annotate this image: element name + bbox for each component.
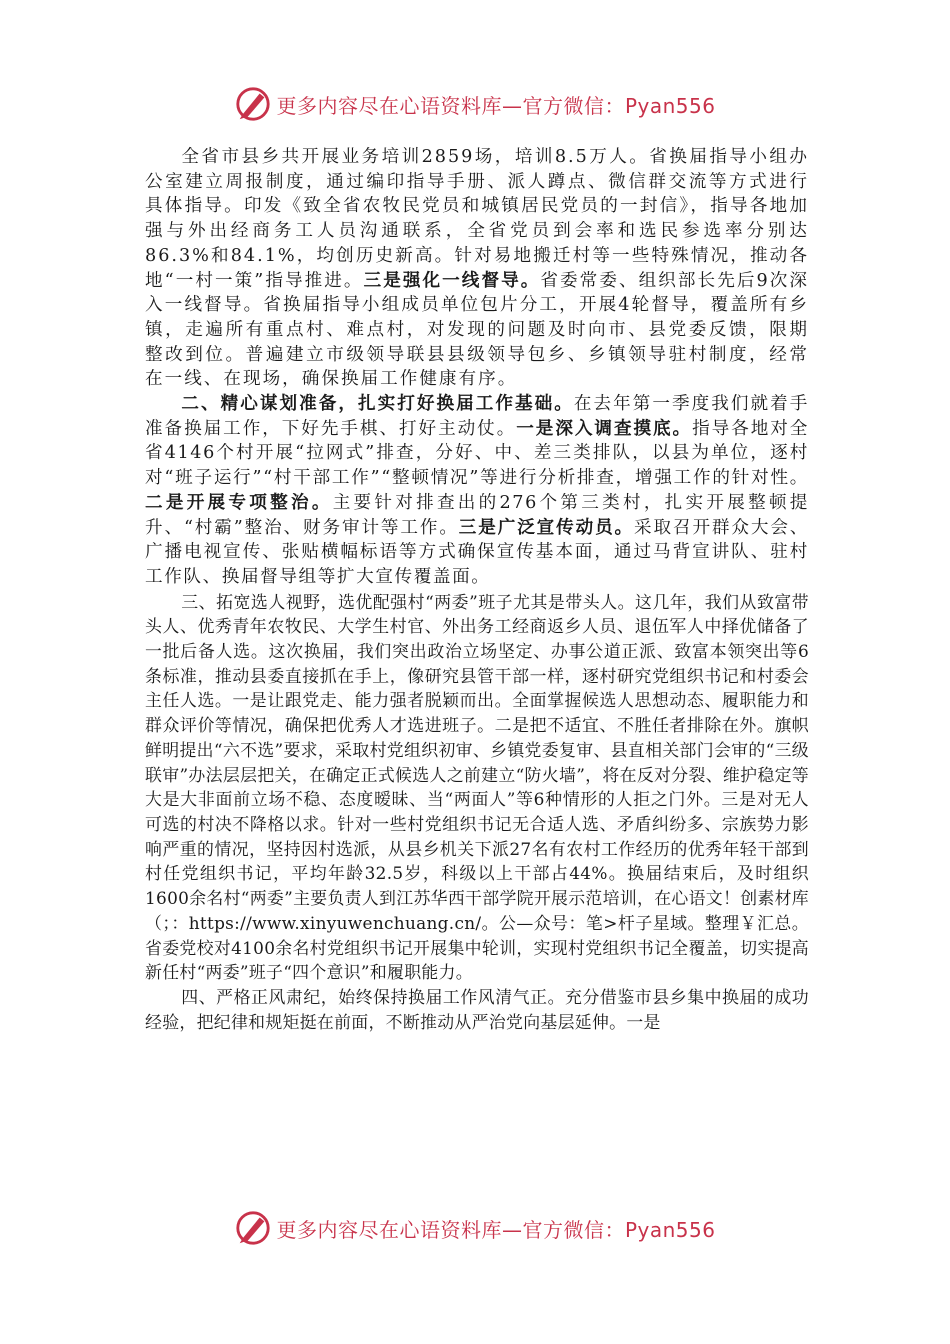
paragraph-3: 三、拓宽选人视野，选优配强村“两委”班子尤其是带头人。这几年，我们从致富带头人、优秀青年农牧民、大学生村官、外出务工经商返乡人员、退伍军人中择优储备了一批后备人选。这次换届，我们突出政治立场坚定、办事公道正派、致富本领突出等6条标准，推动县委直接抓在手上，像研究县管干部一样，逐村研究党组织书记和村委会主任人选。一是让跟党走、能力强者脱颖而出。全面掌握候选人思想动态、履职能力和群众评价等情况，确保把优秀人才选进班子。二是把不适宜、不胜任者排除在外。旗帜鲜明提出“六不选”要求，采取村党组织初审、乡镇党委复审、县直相关部门会审的“三级联审”办法层层把关，在确定正式候选人之前建立“防火墙”，将在反对分裂、维护稳定等大是大非面前立场不稳、态度暧昧、当“两面人”等6种情形的人拒之门外。三是对无人可选的村决不降格以求。针对一些村党组织书记无合适人选、矛盾纠纷多、宗族势力影响严重的情况，坚持因村选派，从县乡机关下派27名有农村工作经历的优秀年轻干部到村任党组织书记，平均年龄32.5岁，科级以上干部占44%。换届结束后，及时组织1600余名村“两委”主要负责人到江苏华西干部学院开展示范培训，在心语文！创素材库（；：https://www.xinyuwenchuang.cn/。公—众号：笔>杆子星域。整理￥汇总。省委党校对4100余名村党组织书记开展集中轮训，实现村党组织书记全覆盖，切实提高新任村“两委”班子“四个意识”和履职能力。 (145, 591, 809, 983)
watermark-text: 更多内容尽在心语资料库—官方微信：Pyan556 (276, 1217, 716, 1242)
document-body (145, 145, 809, 1034)
pen-logo-icon (234, 85, 272, 123)
paragraph-2: 二、精心谋划准备，扎实打好换届工作基础。在去年第一季度我们就着手准备换届工作，下好先手棋、打好主动仗。一是深入调查摸底。指导各地对全省4146个村开展“拉网式”排查，分好、中、差三类排队，以县为单位，逐村对“班子运行”“村干部工作”“整顿情况”等进行分析排查，增强工作的针对性。二是开展专项整治。主要针对排查出的276个第三类村，扎实开展整顿提升、“村霸”整治、财务审计等工作。三是广泛宣传动员。采取召开群众大会、广播电视宣传、张贴横幅标语等方式确保宣传基本面，通过马背宣讲队、驻村工作队、换届督导组等扩大宣传覆盖面。 (145, 393, 809, 587)
paragraph-1: 全省市县乡共开展业务培训2859场，培训8.5万人。省换届指导小组办公室建立周报制度，通过编印指导手册、派人蹲点、微信群交流等方式进行具体指导。印发《致全省农牧民党员和城镇居民党员的一封信》，指导各地加强与外出经商务工人员沟通联系，全省党员到会率和选民参选率分别达86.3%和84.1%，均创历史新高。针对易地搬迁村等一些特殊情况，推动各地“一村一策”指导推进。三是强化一线督导。省委常委、组织部长先后9次深入一线督导。省换届指导小组成员单位包片分工，开展4轮督导，覆盖所有乡镇，走遍所有重点村、难点村，对发现的问题及时向市、县党委反馈，限期整改到位。普遍建立市级领导联县县级领导包乡、乡镇领导驻村制度，经常在一线、在现场，确保换届工作健康有序。 (145, 147, 809, 390)
watermark-banner-top (0, 82, 950, 126)
pen-logo-icon (234, 1209, 272, 1247)
paragraph-4: 四、严格正风肃纪，始终保持换届工作风清气正。充分借鉴市县乡集中换届的成功经验，把纪律和规矩挺在前面，不断推动从严治党向基层延伸。一是 (145, 986, 809, 1032)
watermark-text: 更多内容尽在心语资料库—官方微信：Pyan556 (276, 93, 716, 118)
watermark-banner-bottom (0, 1206, 950, 1250)
